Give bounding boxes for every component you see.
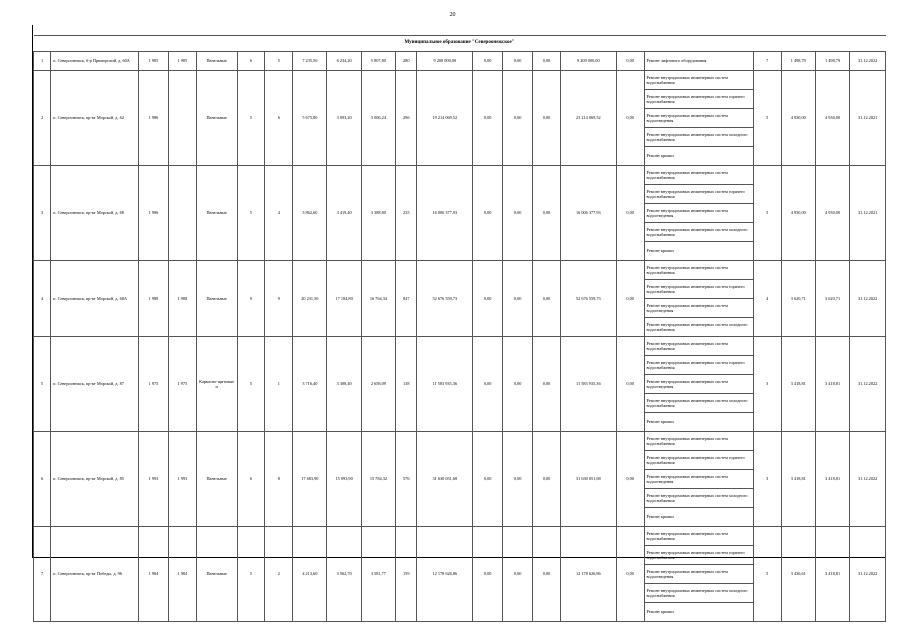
cell-work-type: Ремонт внутридомовых инженерных систем горячего водоснабжения xyxy=(644,356,753,375)
cell-area-living: 15 093,90 xyxy=(327,432,361,527)
cell-entrances: 2 xyxy=(265,527,293,622)
cell-deadline: 31.12.2022 xyxy=(850,52,886,71)
cell-material: Панельные xyxy=(196,432,237,527)
cell-max-cost: 4 930,00 xyxy=(815,71,849,166)
cell-year1: 1 986 xyxy=(138,166,168,261)
cell-num: 6 xyxy=(34,432,51,527)
cell-max-cost: 4 930,00 xyxy=(815,166,849,261)
cell-max-cost: 3 620,71 xyxy=(815,261,849,337)
cell-fund-a: 0,00 xyxy=(473,52,503,71)
cell-floors: 5 xyxy=(237,337,265,432)
cell-material: Панельные xyxy=(196,52,237,71)
cell-work-type: Ремонт внутридомовых инженерных систем водоснабжения xyxy=(644,166,753,185)
cell-work-type: Ремонт внутридомовых инженерных систем горячего водоснабжения xyxy=(644,90,753,109)
cell-fund-c: 0,00 xyxy=(533,52,561,71)
cell-fund-b: 0,00 xyxy=(503,52,533,71)
cell-area-total: 3 862,60 xyxy=(293,166,327,261)
cell-address: п. Североонежск, пр-кт Победы, д. 96 xyxy=(51,527,139,622)
cell-address: п. Североонежск, пр-кт Морской, д. 62 xyxy=(51,71,139,166)
cell-max-cost: 3 418,81 xyxy=(815,432,849,527)
cell-work-type: Ремонт внутридомовых инженерных систем холодного водоснабжения xyxy=(644,128,753,147)
cell-fund-other: 0,00 xyxy=(616,527,644,622)
cell-fund-a: 0,00 xyxy=(473,337,503,432)
cell-year2 xyxy=(168,166,196,261)
cell-num: 5 xyxy=(34,337,51,432)
table-row xyxy=(34,337,886,356)
cell-work-type: Ремонт внутридомовых инженерных систем водоснабжения xyxy=(644,261,753,280)
cell-residents: 235 xyxy=(396,166,417,261)
cell-cost-total: 16 006 377,93 xyxy=(417,166,473,261)
cell-lifts: 5 xyxy=(753,166,781,261)
cell-year1: 1 993 xyxy=(138,432,168,527)
cell-fund-a: 0,00 xyxy=(473,166,503,261)
cell-unit-cost: 4 930,00 xyxy=(781,166,815,261)
cell-cost-total: 52 676 559,73 xyxy=(417,261,473,337)
cell-fund-owner: 12 178 626,86 xyxy=(560,527,616,622)
cell-area-total: 7 235,50 xyxy=(293,52,327,71)
cell-fund-b: 0,00 xyxy=(503,432,533,527)
table-row xyxy=(34,166,886,185)
repair-program-table xyxy=(33,35,886,622)
cell-floors: 6 xyxy=(237,52,265,71)
cell-entrances: 5 xyxy=(265,52,293,71)
cell-address: п. Североонежск, б-р Приморский, д. 60А xyxy=(51,52,139,71)
cell-cost-total: 9 200 000,00 xyxy=(417,52,473,71)
cell-year2 xyxy=(168,71,196,166)
cell-year2: 1 988 xyxy=(168,261,196,337)
cell-floors: 5 xyxy=(237,71,265,166)
cell-address: п. Североонежск, пр-кт Морской, д. 68А xyxy=(51,261,139,337)
cell-fund-b: 0,00 xyxy=(503,166,533,261)
cell-deadline: 31.12.2022 xyxy=(850,337,886,432)
cell-work-type: Ремонт внутридомовых инженерных систем горячего водоснабжения xyxy=(644,185,753,204)
cell-floors: 5 xyxy=(237,166,265,261)
cell-num: 7 xyxy=(34,527,51,622)
cell-year1: 1 986 xyxy=(138,71,168,166)
cell-area-res: 3 006,24 xyxy=(361,71,395,166)
cell-work-type: Ремонт внутридомовых инженерных систем водоотведения xyxy=(644,109,753,128)
cell-unit-cost: 3 418,81 xyxy=(781,337,815,432)
table-row xyxy=(34,52,886,71)
cell-fund-c: 0,00 xyxy=(533,166,561,261)
cell-work-type: Ремонт лифтового оборудования xyxy=(644,52,753,71)
cell-fund-a: 0,00 xyxy=(473,432,503,527)
cell-fund-a: 0,00 xyxy=(473,71,503,166)
cell-area-living: 6 234,20 xyxy=(327,52,361,71)
section-header-row xyxy=(34,36,886,52)
cell-year2: 1 985 xyxy=(168,52,196,71)
cell-fund-c: 0,00 xyxy=(533,527,561,622)
cell-address: п. Североонежск, пр-кт Морской, д. 68 xyxy=(51,166,139,261)
cell-work-type: Ремонт внутридомовых инженерных систем холодного водоснабжения xyxy=(644,394,753,413)
section-title: Муниципальное образование "Североонежское" xyxy=(34,36,886,52)
cell-work-type: Ремонт крыши xyxy=(644,413,753,432)
cell-material: Панельные xyxy=(196,71,237,166)
cell-floors: 6 xyxy=(237,432,265,527)
cell-fund-other: 0,00 xyxy=(616,52,644,71)
cell-cost-total: 19 214 069,52 xyxy=(417,71,473,166)
cell-work-type: Ремонт внутридомовых инженерных систем холодного водоснабжения xyxy=(644,318,753,337)
cell-area-total: 4 213,60 xyxy=(293,527,327,622)
cell-year1: 1 988 xyxy=(138,261,168,337)
cell-work-type: Ремонт крыши xyxy=(644,508,753,527)
cell-area-living: 3 093,20 xyxy=(327,71,361,166)
cell-max-cost: 3 418,81 xyxy=(815,337,849,432)
cell-fund-a: 0,00 xyxy=(473,261,503,337)
cell-fund-other: 0,00 xyxy=(616,166,644,261)
cell-area-res: 3 388,80 xyxy=(361,166,395,261)
cell-work-type: Ремонт крыши xyxy=(644,242,753,261)
cell-work-type: Ремонт внутридомовых инженерных систем водоснабжения xyxy=(644,527,753,546)
cell-fund-b: 0,00 xyxy=(503,71,533,166)
cell-area-res: 16 764,34 xyxy=(361,261,395,337)
table-row xyxy=(34,261,886,280)
cell-cost-total: 31 630 051,68 xyxy=(417,432,473,527)
cell-work-type: Ремонт внутридомовых инженерных систем водоснабжения xyxy=(644,71,753,90)
cell-residents: 280 xyxy=(396,52,417,71)
cell-work-type: Ремонт крыши xyxy=(644,603,753,622)
cell-work-type: Ремонт внутридомовых инженерных систем водоотведения xyxy=(644,375,753,394)
cell-area-res: 3 581,77 xyxy=(361,527,395,622)
cell-entrances: 9 xyxy=(265,261,293,337)
cell-floors: 5 xyxy=(237,527,265,622)
cell-cost-total: 11 583 935,36 xyxy=(417,337,473,432)
cell-work-type: Ремонт внутридомовых инженерных систем водоотведения xyxy=(644,204,753,223)
table-row xyxy=(34,71,886,90)
cell-area-total: 3 716,40 xyxy=(293,337,327,432)
cell-material: Панельные xyxy=(196,261,237,337)
cell-fund-owner: 23 214 069,52 xyxy=(560,71,616,166)
cell-area-living: 3 562,70 xyxy=(327,527,361,622)
cell-area-total: 20 231,50 xyxy=(293,261,327,337)
table-row xyxy=(34,527,886,546)
cell-work-type: Ремонт внутридомовых инженерных систем холодного водоснабжения xyxy=(644,584,753,603)
cell-deadline: 31.12.2021 xyxy=(850,71,886,166)
cell-deadline: 31.12.2022 xyxy=(850,261,886,337)
cell-deadline: 31.12.2021 xyxy=(850,166,886,261)
cell-entrances: 4 xyxy=(265,166,293,261)
cell-area-res: 5 807,80 xyxy=(361,52,395,71)
cell-fund-a: 0,00 xyxy=(473,527,503,622)
cell-fund-c: 0,00 xyxy=(533,432,561,527)
cell-unit-cost: 1 498,79 xyxy=(781,52,815,71)
cell-entrances: 8 xyxy=(265,432,293,527)
cell-material: Каркасно-щитовые и xyxy=(196,337,237,432)
cell-fund-owner: 11 583 935,36 xyxy=(560,337,616,432)
cell-work-type: Ремонт внутридомовых инженерных систем водоснабжения xyxy=(644,432,753,451)
cell-residents: 138 xyxy=(396,337,417,432)
cell-work-type: Ремонт внутридомовых инженерных систем водоотведения xyxy=(644,470,753,489)
cell-year2: 1 975 xyxy=(168,337,196,432)
cell-unit-cost: 3 620,71 xyxy=(781,261,815,337)
cell-unit-cost: 4 930,00 xyxy=(781,71,815,166)
cell-fund-owner: 31 630 051,68 xyxy=(560,432,616,527)
cell-fund-c: 0,00 xyxy=(533,71,561,166)
cell-num: 1 xyxy=(34,52,51,71)
cell-num: 3 xyxy=(34,166,51,261)
cell-work-type: Ремонт внутридомовых инженерных систем водоснабжения xyxy=(644,337,753,356)
cell-year1: 1 984 xyxy=(138,527,168,622)
cell-residents: 847 xyxy=(396,261,417,337)
table-row xyxy=(34,432,886,451)
cell-lifts: 3 xyxy=(753,337,781,432)
cell-fund-b: 0,00 xyxy=(503,337,533,432)
cell-lifts: 3 xyxy=(753,432,781,527)
cell-material: Панельные xyxy=(196,527,237,622)
cell-area-living: 3 308,40 xyxy=(327,337,361,432)
cell-address: п. Североонежск, пр-кт Морской, д. 87 xyxy=(51,337,139,432)
cell-residents: 296 xyxy=(396,71,417,166)
cell-deadline: 31.12.2022 xyxy=(850,527,886,622)
cell-work-type: Ремонт крыши xyxy=(644,147,753,166)
cell-fund-c: 0,00 xyxy=(533,337,561,432)
cell-work-type: Ремонт внутридомовых инженерных систем водоотведения xyxy=(644,565,753,584)
cell-fund-owner: 9 200 000,00 xyxy=(560,52,616,71)
cell-unit-cost: 3 436,61 xyxy=(781,527,815,622)
cell-fund-owner: 52 676 559,73 xyxy=(560,261,616,337)
cell-fund-other: 0,00 xyxy=(616,261,644,337)
cell-address: п. Североонежск, пр-кт Морской, д. 85 xyxy=(51,432,139,527)
cell-area-living: 17 184,80 xyxy=(327,261,361,337)
cell-work-type: Ремонт внутридомовых инженерных систем горячего водоснабжения xyxy=(644,546,753,565)
cell-cost-total: 12 178 626,86 xyxy=(417,527,473,622)
cell-floors: 9 xyxy=(237,261,265,337)
cell-num: 2 xyxy=(34,71,51,166)
cell-num: 4 xyxy=(34,261,51,337)
cell-lifts: 5 xyxy=(753,71,781,166)
cell-lifts: 7 xyxy=(753,52,781,71)
cell-work-type: Ремонт внутридомовых инженерных систем горячего водоснабжения xyxy=(644,451,753,470)
cell-deadline: 31.12.2022 xyxy=(850,432,886,527)
cell-lifts: 5 xyxy=(753,527,781,622)
cell-year1: 1 975 xyxy=(138,337,168,432)
cell-area-total: 17 683,90 xyxy=(293,432,327,527)
cell-residents: 159 xyxy=(396,527,417,622)
cell-year2: 1 993 xyxy=(168,432,196,527)
cell-work-type: Ремонт внутридомовых инженерных систем холодного водоснабжения xyxy=(644,489,753,508)
cell-fund-c: 0,00 xyxy=(533,261,561,337)
cell-work-type: Ремонт внутридомовых инженерных систем горячего водоснабжения xyxy=(644,280,753,299)
cell-max-cost: 3 418,81 xyxy=(815,527,849,622)
cell-entrances: 1 xyxy=(265,337,293,432)
cell-year1: 1 985 xyxy=(138,52,168,71)
cell-area-living: 3 419,40 xyxy=(327,166,361,261)
cell-lifts: 4 xyxy=(753,261,781,337)
cell-material: Панельные xyxy=(196,166,237,261)
cell-fund-other: 0,00 xyxy=(616,337,644,432)
cell-residents: 576 xyxy=(396,432,417,527)
cell-fund-b: 0,00 xyxy=(503,527,533,622)
cell-work-type: Ремонт внутридомовых инженерных систем водоотведения xyxy=(644,299,753,318)
cell-fund-other: 0,00 xyxy=(616,71,644,166)
cell-max-cost: 1 498,79 xyxy=(815,52,849,71)
cell-area-total: 5 675,80 xyxy=(293,71,327,166)
cell-year2: 1 984 xyxy=(168,527,196,622)
cell-work-type: Ремонт внутридомовых инженерных систем холодного водоснабжения xyxy=(644,223,753,242)
cell-unit-cost: 3 418,81 xyxy=(781,432,815,527)
cell-fund-owner: 16 006 377,93 xyxy=(560,166,616,261)
cell-area-res: 2 658,09 xyxy=(361,337,395,432)
cell-fund-b: 0,00 xyxy=(503,261,533,337)
cell-area-res: 15 784,32 xyxy=(361,432,395,527)
page-number: 20 xyxy=(449,12,456,18)
cell-entrances: 6 xyxy=(265,71,293,166)
cell-fund-other: 0,00 xyxy=(616,432,644,527)
document-sheet xyxy=(32,25,886,615)
